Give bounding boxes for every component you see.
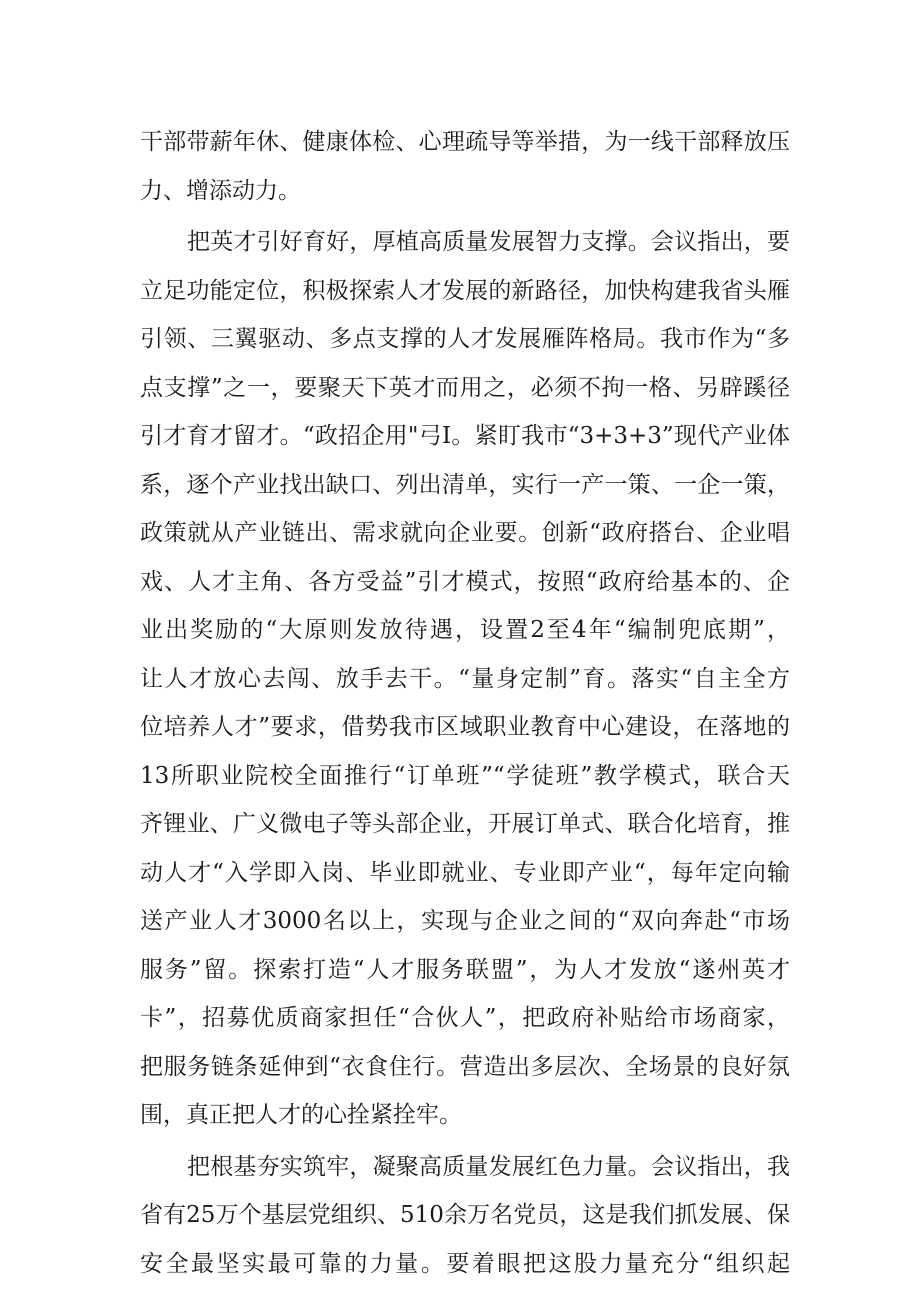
paragraph-line: 位培养人才”要求，借势我市区域职业教育中心建设，在落地的 bbox=[140, 714, 790, 740]
paragraph-line: 干部带薪年休、健康体检、心理疏导等举措，为一线干部释放压 bbox=[140, 129, 790, 155]
paragraph-line: 把服务链条延伸到“衣食住行。营造出多层次、全场景的良好氛 bbox=[140, 1053, 790, 1080]
paragraph-line: 卡”，招募优质商家担任“合伙人”，把政府补贴给市场商家， bbox=[140, 1005, 790, 1031]
paragraph-line: 业出奖励的“大原则发放待遇，设置2至4年“编制兜底期”， bbox=[140, 617, 790, 643]
paragraph-3 bbox=[140, 1143, 790, 1289]
paragraph-line: 把英才引好育好，厚植高质量发展智力支撑。会议指出，要 bbox=[187, 229, 790, 255]
document-body bbox=[140, 118, 790, 1288]
paragraph-line: 力、增添动力。 bbox=[140, 177, 301, 204]
paragraph-line: 送产业人才3000名以上，实现与企业之间的“双向奔赴“市场 bbox=[140, 908, 790, 934]
paragraph-line: 围，真正把人才的心拴紧拴牢。 bbox=[140, 1102, 462, 1128]
paragraph-line: 动人才“入学即入岗、毕业即就业、专业即产业“，每年定向输 bbox=[140, 859, 790, 886]
paragraph-line: 政策就从产业链出、需求就向企业要。创新“政府搭台、企业唱 bbox=[140, 520, 790, 546]
paragraph-line: 13所职业院校全面推行“订单班”“学徒班”教学模式，联合天 bbox=[140, 762, 790, 789]
paragraph-line: 让人才放心去闯、放手去干。“量身定制”育。落实“自主全方 bbox=[140, 665, 790, 692]
paragraph-line: 系，逐个产业找出缺口、列出清单，实行一产一策、一企一策， bbox=[140, 471, 790, 498]
paragraph-line: 省有25万个基层党组织、510余万名党员，这是我们抓发展、保 bbox=[140, 1202, 790, 1228]
paragraph-line: 安全最坚实最可靠的力量。要着眼把这股力量充分“组织起 bbox=[140, 1250, 790, 1277]
paragraph-line: 服务”留。探索打造“人才服务联盟”，为人才发放“遂州英才 bbox=[140, 956, 790, 983]
paragraph-line: 齐锂业、广义微电子等头部企业，开展订单式、联合化培育，推 bbox=[140, 811, 790, 837]
paragraph-1 bbox=[140, 118, 790, 215]
paragraph-2 bbox=[140, 218, 790, 1140]
paragraph-line: 点支撑”之一，要聚天下英才而用之，必须不拘一格、另辟蹊径 bbox=[140, 374, 790, 401]
paragraph-line: 戏、人才主角、各方受益”引才模式，按照“政府给基本的、企 bbox=[140, 568, 790, 595]
paragraph-line: 引领、三翼驱动、多点支撑的人才发展雁阵格局。我市作为“多 bbox=[140, 326, 790, 352]
paragraph-line: 引才育才留才。“政招企用"弓I。紧盯我市“3+3+3”现代产业体 bbox=[140, 423, 790, 449]
paragraph-line: 立足功能定位，积极探索人才发展的新路径，加快构建我省头雁 bbox=[140, 277, 790, 304]
paragraph-line: 把根基夯实筑牢，凝聚高质量发展红色力量。会议指出，我 bbox=[187, 1153, 790, 1180]
